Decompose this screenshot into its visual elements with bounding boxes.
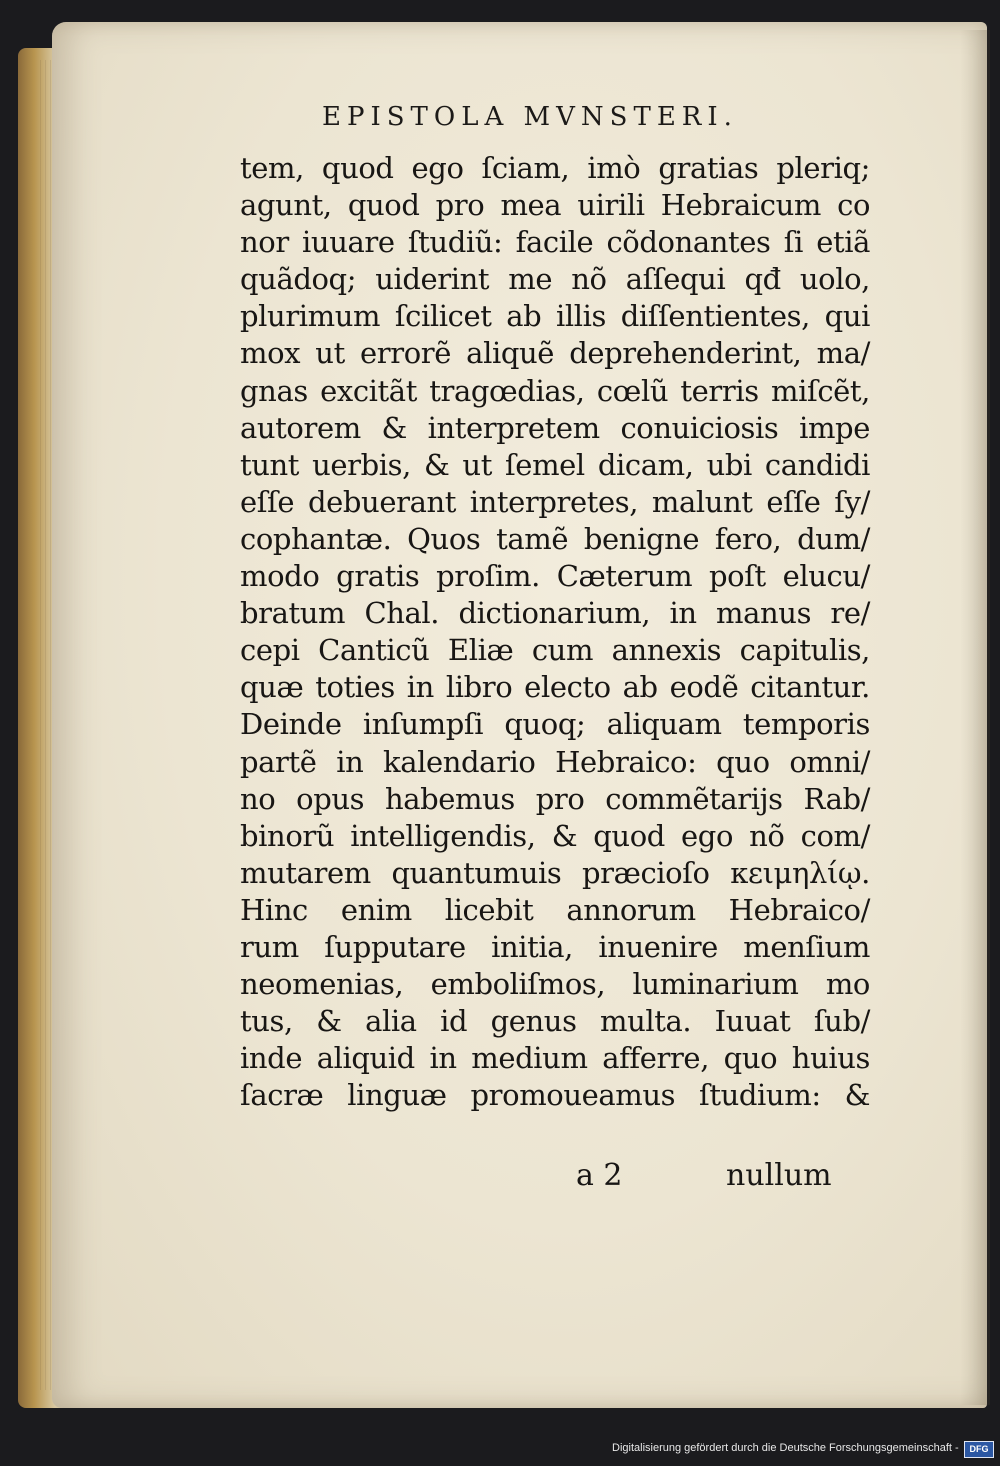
text-line: nor iuuare ſtudiũ: facile cõdonantes ſi etiã xyxy=(240,225,870,260)
text-line: gnas excitãt tragœdias, cœlũ terris miſcẽt, xyxy=(240,373,870,408)
text-line: tem, quod ego ſciam, imò gratias pleriq; xyxy=(240,151,870,185)
text-line: mutarem quantumuis præcioſo κειμηλίῳ. xyxy=(240,855,870,890)
text-line: ſacræ linguæ promoueamus ſtudium: & xyxy=(240,1078,870,1113)
page-edge-shadow xyxy=(960,30,990,1405)
text-line: tunt uerbis, & ut ſemel dicam, ubi candidi xyxy=(240,447,870,482)
body-text xyxy=(240,150,870,1114)
text-line: autorem & interpretem conuiciosis impe xyxy=(240,410,870,445)
text-line: Deinde inſumpſi quoq; aliquam temporis xyxy=(240,707,870,742)
text-line: mox ut errorẽ aliquẽ deprehenderint, ma/ xyxy=(240,336,870,371)
running-head: EPISTOLA MVNSTERI. xyxy=(322,102,738,132)
dfg-logo-icon: DFG xyxy=(964,1441,994,1458)
text-line: quæ toties in libro electo ab eodẽ citantur. xyxy=(240,670,870,705)
text-line: neomenias, emboliſmos, luminarium mo xyxy=(240,967,870,1002)
text-line: partẽ in kalendario Hebraico: quo omni/ xyxy=(240,744,870,779)
text-line: plurimum ſcilicet ab illis diſſentientes, qui xyxy=(240,299,870,334)
text-line: quãdoq; uiderint me nõ aſſequi qđ uolo, xyxy=(240,262,870,297)
text-line: modo gratis proſim. Cæterum poſt elucu/ xyxy=(240,559,870,594)
text-line: tus, & alia id genus multa. Iuuat ſub/ xyxy=(240,1004,870,1039)
text-line: rum ſupputare initia, inuenire menſium xyxy=(240,929,870,964)
text-line: no opus habemus pro commẽtarijs Rab/ xyxy=(240,781,870,816)
signature-mark: a 2 xyxy=(576,1158,623,1193)
text-line: inde aliquid in medium afferre, quo huius xyxy=(240,1041,870,1076)
digitization-credit: Digitalisierung gefördert durch die Deutsche Forschungsgemeinschaft - xyxy=(612,1442,959,1454)
catchword: nullum xyxy=(726,1158,832,1193)
text-line: cepi Canticũ Eliæ cum annexis capitulis, xyxy=(240,633,870,668)
text-line: Hinc enim licebit annorum Hebraico/ xyxy=(240,892,870,927)
text-line: binorũ intelligendis, & quod ego nõ com/ xyxy=(240,818,870,853)
text-line: eſſe debuerant interpretes, malunt eſſe ſy/ xyxy=(240,484,870,519)
text-line: bratum Chal. dictionarium, in manus re/ xyxy=(240,596,870,631)
text-line: cophantæ. Quos tamẽ benigne fero, dum/ xyxy=(240,521,870,556)
text-line: agunt, quod pro mea uirili Hebraicum co xyxy=(240,188,870,223)
